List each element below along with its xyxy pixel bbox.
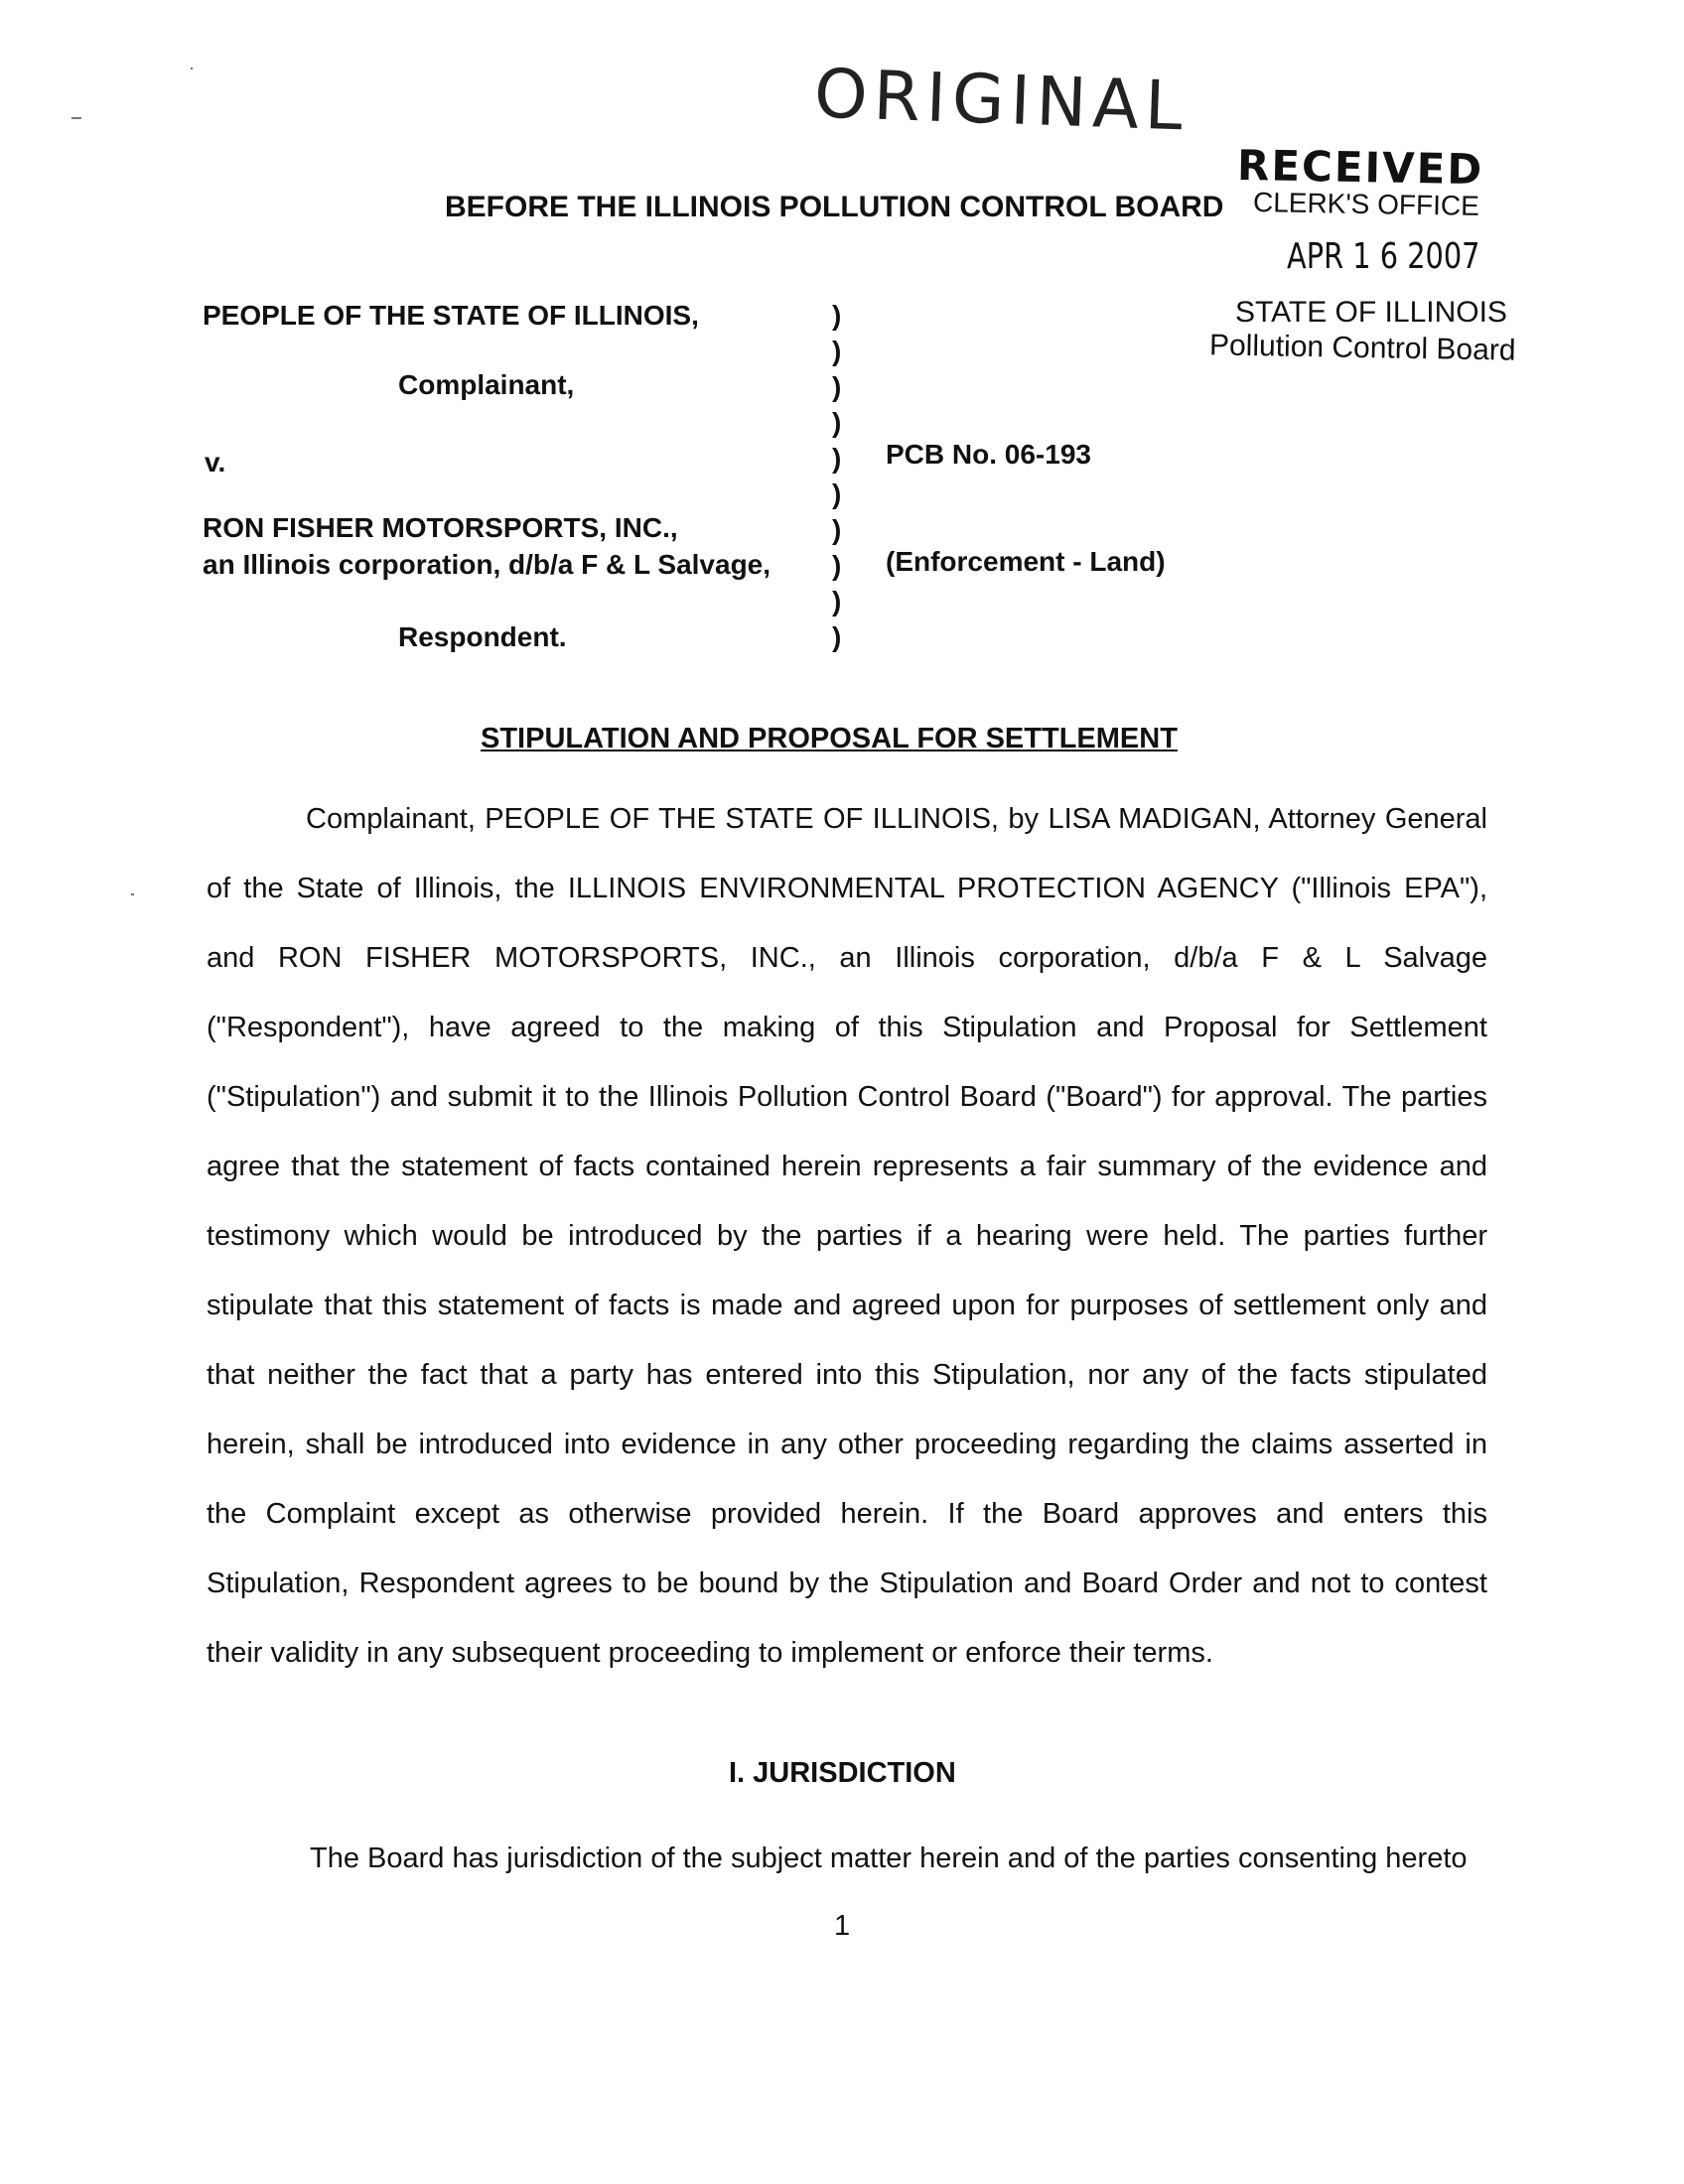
caption-parenthesis: ) [832,407,842,438]
intro-paragraph [207,784,1487,1688]
state-of-illinois-stamp: STATE OF ILLINOIS [1235,296,1507,329]
versus: v. [205,447,226,478]
plaintiff-name: PEOPLE OF THE STATE OF ILLINOIS, [203,300,699,331]
page-number: 1 [834,1910,851,1942]
received-stamp: RECEIVED [1236,140,1484,195]
intro-paragraph-text: Complainant, PEOPLE OF THE STATE OF ILLINOIS, by LISA MADIGAN, Attorney General of the State of Illinois, the ILLINOIS ENVIRONMENTAL PROTECTION AGENCY ("Illinois EPA"), and RON FISHER MOTORSPORTS, INC., an Illinois corporation, d/b/a F & L Salvage ("Respondent"), have agreed to the making of this Stipulation and Proposal for Settlement ("Stipulation") and submit it to the Illinois Pollution Control Board ("Board") for approval. The parties agree that the statement of facts contained herein represents a fair summary of the evidence and testimony which would be introduced by the parties if a hearing were held. The parties further stipulate that this statement of facts is made and agreed upon for purposes of settlement only and that neither the fact that a party has entered into this Stipulation, nor any of the facts stipulated herein, shall be introduced into evidence in any other proceeding regarding the claims asserted in the Complaint except as otherwise provided herein. If the Board approves and enters this Stipulation, Respondent agrees to be bound by the Stipulation and Board Order and not to contest their validity in any subsequent proceeding to implement or enforce their terms. [207,803,1487,1669]
original-stamp: ORIGINAL [812,55,1191,147]
pollution-control-board-stamp: Pollution Control Board [1208,329,1516,367]
caption-parenthesis: ) [832,336,842,366]
received-date-stamp: APR 1 6 2007 [1287,236,1480,277]
court-heading: BEFORE THE ILLINOIS POLLUTION CONTROL BOARD [445,191,1224,223]
document-title: STIPULATION AND PROPOSAL FOR SETTLEMENT [481,723,1178,754]
scan-speck [191,68,193,69]
plaintiff-role: Complainant, [398,369,575,400]
scan-speck [71,117,81,119]
caption-parenthesis: ) [832,621,842,652]
caption-parenthesis: ) [832,550,842,581]
case-number: PCB No. 06-193 [886,439,1091,470]
caption-parenthesis: ) [832,371,842,402]
defendant-description: an Illinois corporation, d/b/a F & L Salvage, [203,549,772,580]
jurisdiction-text: The Board has jurisdiction of the subject matter herein and of the parties consenting hereto [310,1843,1468,1874]
clerks-office-stamp: CLERK'S OFFICE [1252,187,1480,221]
defendant-role: Respondent. [398,621,567,652]
caption-parenthesis: ) [832,443,842,474]
caption-parenthesis: ) [832,514,842,545]
jurisdiction-paragraph [207,1824,1487,1893]
section-heading: I. JURISDICTION [729,1757,956,1789]
caption-parenthesis: ) [832,478,842,509]
defendant-name: RON FISHER MOTORSPORTS, INC., [203,512,678,543]
caption-parenthesis: ) [832,300,842,331]
caption-parenthesis: ) [832,586,842,616]
case-type: (Enforcement - Land) [886,546,1166,577]
scan-speck [131,893,134,895]
